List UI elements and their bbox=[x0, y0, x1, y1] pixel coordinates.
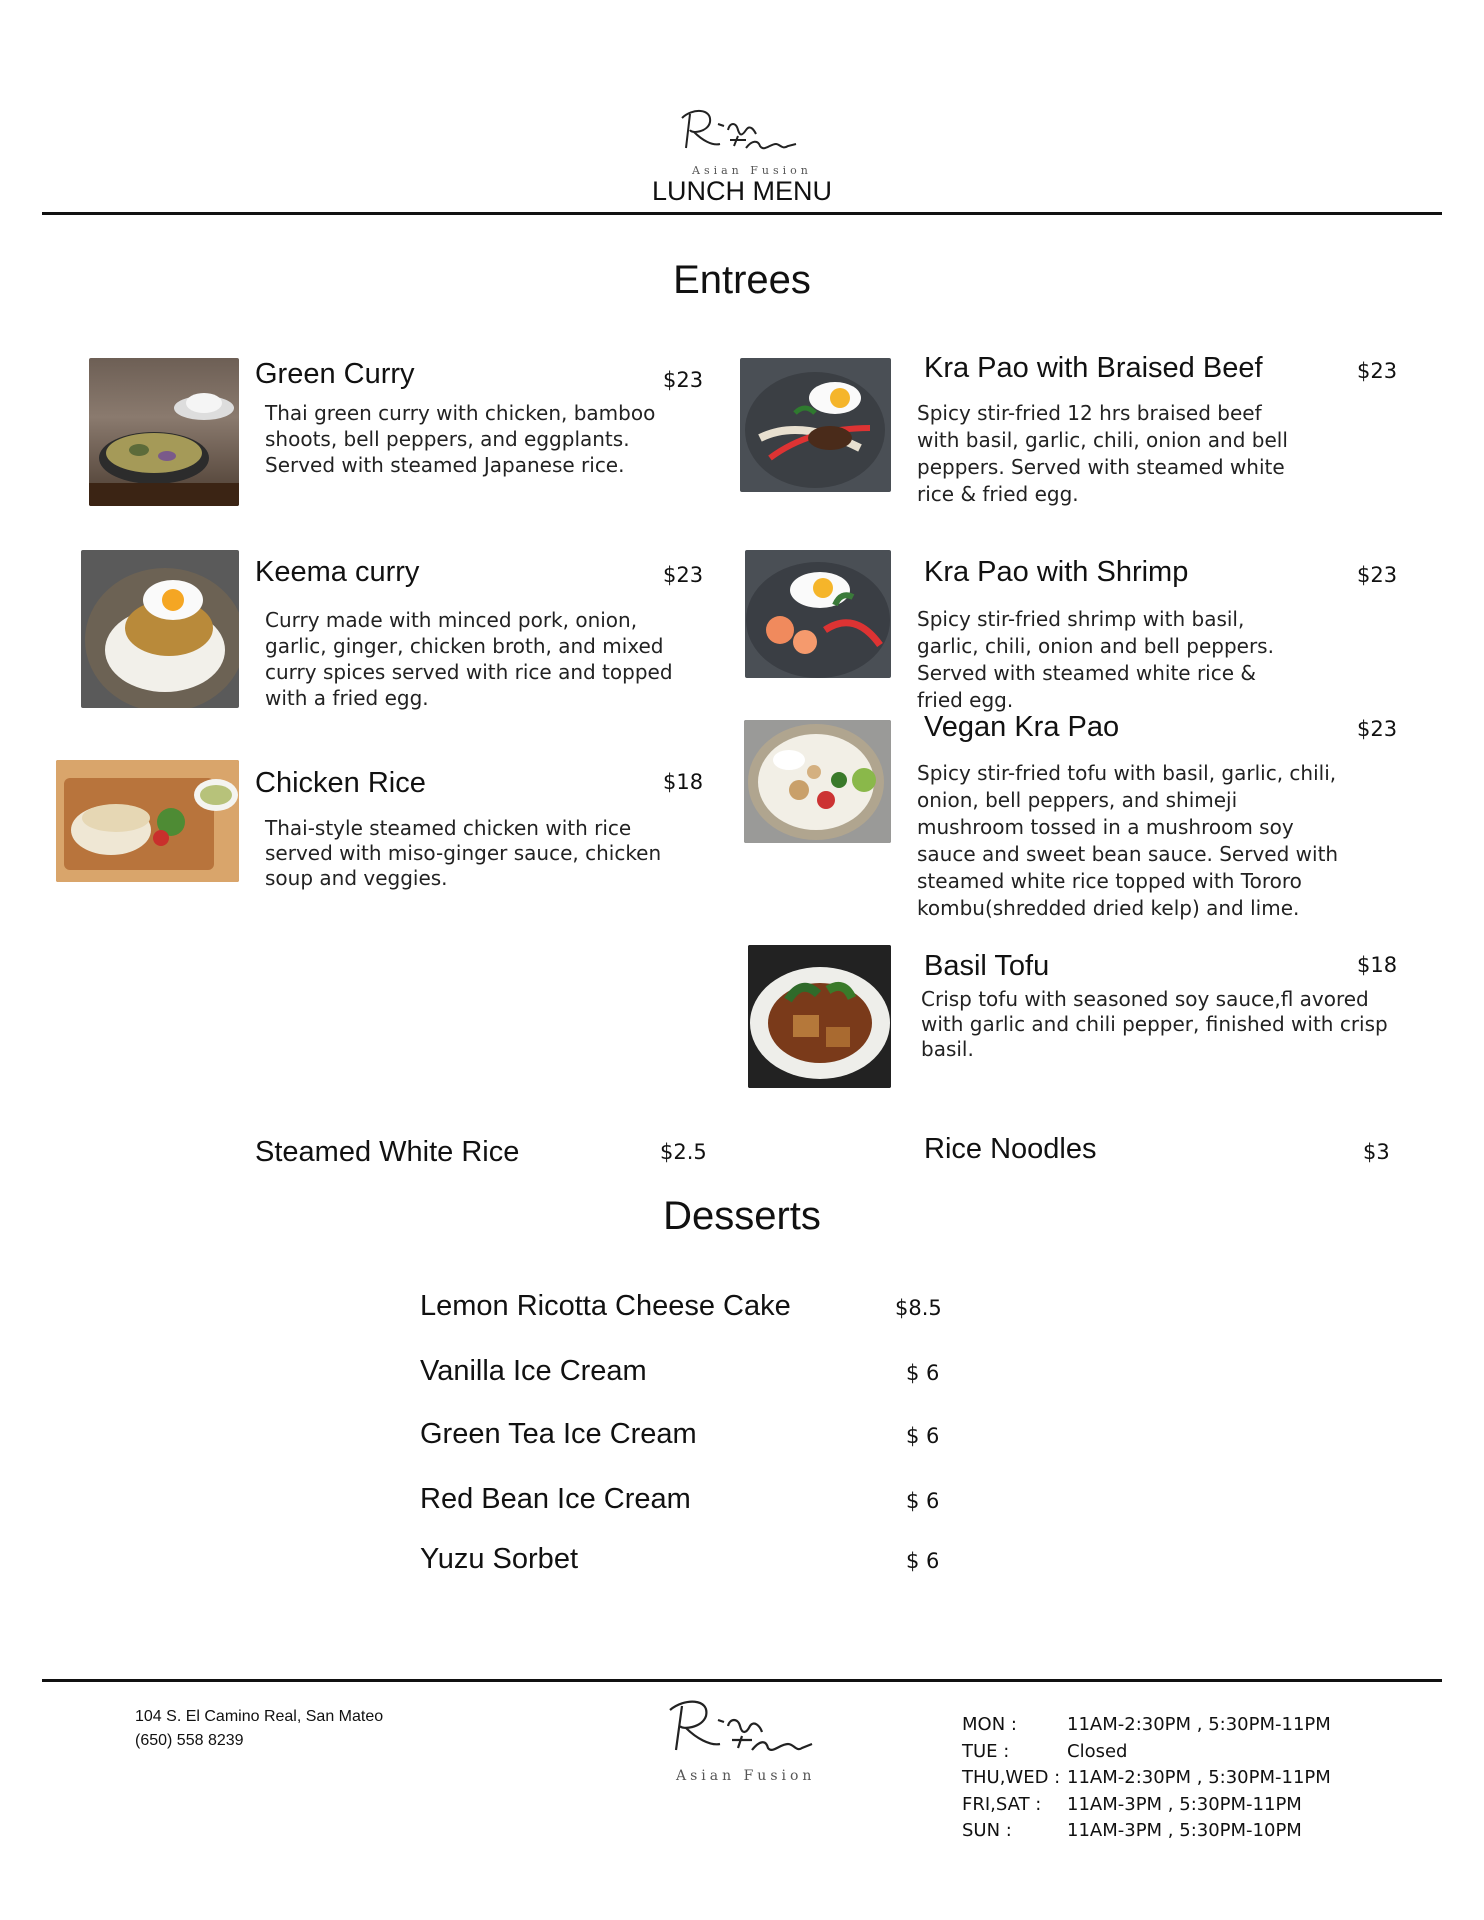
logo-signature-icon bbox=[672, 100, 812, 160]
chicken-rice-photo bbox=[56, 760, 239, 882]
hours-row bbox=[962, 1739, 1331, 1766]
menu-item-name: Green Curry bbox=[255, 358, 415, 390]
menu-item-price: $23 bbox=[1357, 359, 1398, 383]
entrees-title: Entrees bbox=[673, 258, 811, 302]
vegan-kra-pao-photo bbox=[744, 720, 891, 843]
hours-time: Closed bbox=[1067, 1740, 1128, 1762]
hours-row bbox=[962, 1712, 1331, 1739]
side-item-price: $3 bbox=[1363, 1140, 1390, 1164]
kra-pao-beef-photo bbox=[740, 358, 891, 492]
hours-row bbox=[962, 1792, 1331, 1819]
menu-item-price: $18 bbox=[1357, 953, 1398, 977]
hours-day: SUN : bbox=[962, 1820, 1012, 1841]
desserts-title: Desserts bbox=[663, 1194, 821, 1238]
menu-item-description: Spicy stir-fried tofu with basil, garlic, chili, onion, bell peppers, and shimeji mushroom tossed in a mushroom soy sauce and sweet bean sauce. Served with steamed white rice topped with Tororo kombu(shredded dried kelp) and lime. bbox=[917, 761, 1339, 920]
menu-item-description: Spicy stir-fried shrimp with basil, garlic, chili, onion and bell peppers. Served with steamed white rice & fried egg. bbox=[917, 607, 1274, 712]
footer-logo bbox=[660, 1692, 830, 1792]
dessert-name: Lemon Ricotta Cheese Cake bbox=[420, 1290, 791, 1322]
hours-time: 11AM-2:30PM , 5:30PM-11PM bbox=[1067, 1714, 1331, 1735]
hours-day: THU,WED : bbox=[962, 1767, 1061, 1788]
dessert-price: $8.5 bbox=[895, 1296, 942, 1320]
hours-row bbox=[962, 1765, 1331, 1792]
opening-hours bbox=[962, 1712, 1331, 1845]
menu-item-name: Kra Pao with Braised Beef bbox=[924, 352, 1263, 384]
footer-divider bbox=[42, 1679, 1442, 1682]
page-title: LUNCH MENU bbox=[651, 176, 832, 206]
kra-pao-shrimp-photo bbox=[745, 550, 891, 678]
menu-item-price: $23 bbox=[1357, 563, 1398, 587]
basil-tofu-photo bbox=[748, 945, 891, 1088]
phone-number: (650) 558 8239 bbox=[135, 1732, 244, 1749]
menu-item-description: Thai-style steamed chicken with rice served with miso-ginger sauce, chicken soup and veggies. bbox=[265, 816, 662, 890]
dessert-price: $ 6 bbox=[906, 1361, 940, 1385]
side-item-name: Rice Noodles bbox=[924, 1133, 1097, 1165]
menu-item-description: Thai green curry with chicken, bamboo shoots, bell peppers, and eggplants. Served with steamed Japanese rice. bbox=[265, 401, 656, 477]
hours-row bbox=[962, 1818, 1331, 1845]
hours-time: 11AM-3PM , 5:30PM-11PM bbox=[1067, 1793, 1302, 1815]
hours-time: 11AM-2:30PM , 5:30PM-11PM bbox=[1067, 1767, 1331, 1788]
hours-time: 11AM-3PM , 5:30PM-10PM bbox=[1067, 1820, 1302, 1841]
keema-curry-photo bbox=[81, 550, 239, 708]
dessert-price: $ 6 bbox=[906, 1549, 940, 1573]
dessert-price: $ 6 bbox=[906, 1424, 940, 1448]
menu-item-description: Curry made with minced pork, onion, garlic, ginger, chicken broth, and mixed curry spices served with rice and topped with a fried egg. bbox=[265, 608, 673, 710]
menu-item-name: Chicken Rice bbox=[255, 767, 426, 799]
menu-item-price: $18 bbox=[663, 770, 704, 794]
logo-signature-icon bbox=[660, 1692, 830, 1764]
green-curry-photo bbox=[89, 358, 239, 506]
side-item-name: Steamed White Rice bbox=[255, 1136, 520, 1168]
header-logo bbox=[672, 100, 812, 178]
dessert-name: Red Bean Ice Cream bbox=[420, 1483, 691, 1515]
menu-item-price: $23 bbox=[1357, 717, 1398, 741]
dessert-price: $ 6 bbox=[906, 1489, 940, 1513]
menu-item-description: Crisp tofu with seasoned soy sauce,ﬂ avored with garlic and chili pepper, finished with crisp basil. bbox=[921, 987, 1388, 1061]
header-divider bbox=[42, 212, 1442, 215]
menu-item-description: Spicy stir-fried 12 hrs braised beef with basil, garlic, chili, onion and bell peppers. Served with steamed white rice & fried egg. bbox=[917, 401, 1288, 506]
hours-day: FRI,SAT : bbox=[962, 1793, 1042, 1815]
header-logo-subtitle: Asian Fusion bbox=[692, 164, 812, 177]
address: 104 S. El Camino Real, San Mateo bbox=[135, 1708, 384, 1725]
footer-logo-subtitle: Asian Fusion bbox=[676, 1768, 816, 1784]
menu-item-name: Kra Pao with Shrimp bbox=[924, 556, 1189, 588]
menu-item-name: Keema curry bbox=[255, 556, 420, 588]
hours-day: MON : bbox=[962, 1714, 1017, 1735]
menu-item-name: Basil Tofu bbox=[924, 950, 1050, 982]
menu-item-name: Vegan Kra Pao bbox=[924, 711, 1120, 743]
dessert-name: Vanilla Ice Cream bbox=[420, 1355, 647, 1387]
hours-day: TUE : bbox=[962, 1740, 1010, 1762]
side-item-price: $2.5 bbox=[660, 1140, 707, 1164]
menu-item-price: $23 bbox=[663, 368, 704, 392]
dessert-name: Yuzu Sorbet bbox=[420, 1543, 578, 1575]
dessert-name: Green Tea Ice Cream bbox=[420, 1418, 697, 1450]
menu-item-price: $23 bbox=[663, 563, 704, 587]
